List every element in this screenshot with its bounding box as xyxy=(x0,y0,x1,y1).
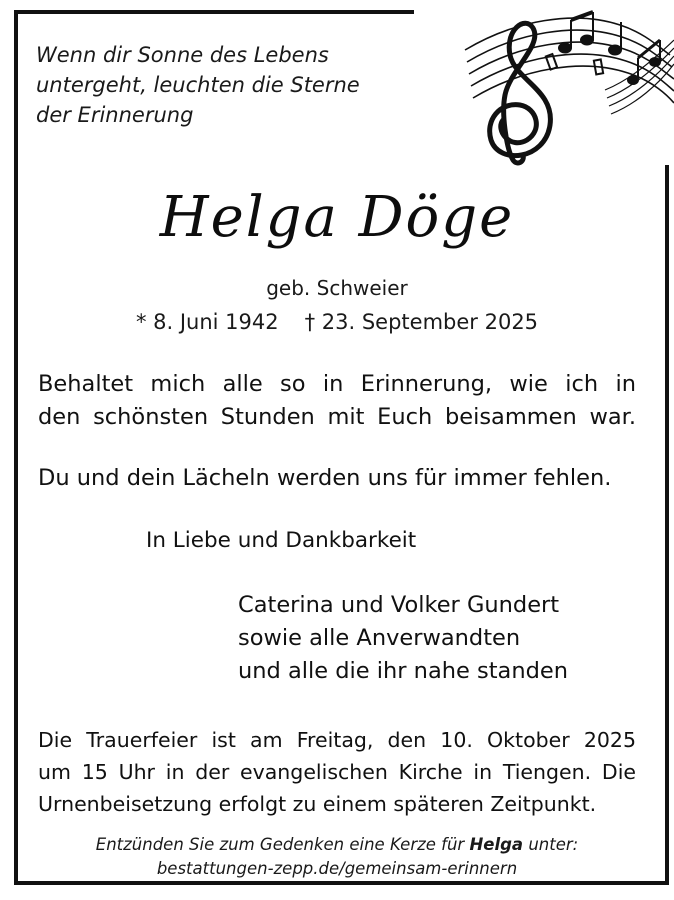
closing-phrase: In Liebe und Dankbarkeit xyxy=(146,528,417,553)
service-line: Urnenbeisetzung erfolgt zu einem späteren Zeitpunkt. xyxy=(38,792,597,816)
deceased-name: Helga Döge xyxy=(159,185,515,250)
memorial-verse-2: Du und dein Lächeln werden uns für immer fehlen. xyxy=(38,465,612,491)
treble-clef-music-icon xyxy=(455,0,674,168)
maiden-name: geb. Schweier xyxy=(266,276,408,300)
death-date: † 23. September 2025 xyxy=(304,310,539,334)
funeral-service-info xyxy=(38,724,636,820)
frame-right-border xyxy=(665,165,669,885)
life-dates xyxy=(0,310,674,334)
service-line: Die Trauerfeier ist am Freitag, den 10. Oktober 2025 xyxy=(38,728,636,752)
verse-line: den schönsten Stunden mit Euch beisammen war. xyxy=(38,404,636,430)
memorial-verse xyxy=(38,368,636,434)
footer-suffix: unter: xyxy=(523,835,579,854)
memorial-url[interactable]: bestattungen-zepp.de/gemeinsam-erinnern xyxy=(156,859,518,878)
frame-bottom-border xyxy=(14,881,669,885)
verse-line: Behaltet mich alle so in Erinnerung, wie ich in xyxy=(38,371,636,397)
footer-prefix: Entzünden Sie zum Gedenken eine Kerze für xyxy=(95,835,470,854)
service-line: um 15 Uhr in der evangelischen Kirche in Tiengen. Die xyxy=(38,760,636,784)
online-memorial-note xyxy=(0,833,674,881)
footer-name: Helga xyxy=(469,835,524,854)
mourners-list: Caterina und Volker Gundert sowie alle Anverwandten und alle die ihr nahe standen xyxy=(238,592,568,684)
frame-left-border xyxy=(14,10,18,885)
birth-date: * 8. Juni 1942 xyxy=(135,310,279,334)
frame-top-border xyxy=(14,10,414,14)
motto-quote: Wenn dir Sonne des Lebens untergeht, leuchten die Sterne der Erinnerung xyxy=(36,43,360,127)
